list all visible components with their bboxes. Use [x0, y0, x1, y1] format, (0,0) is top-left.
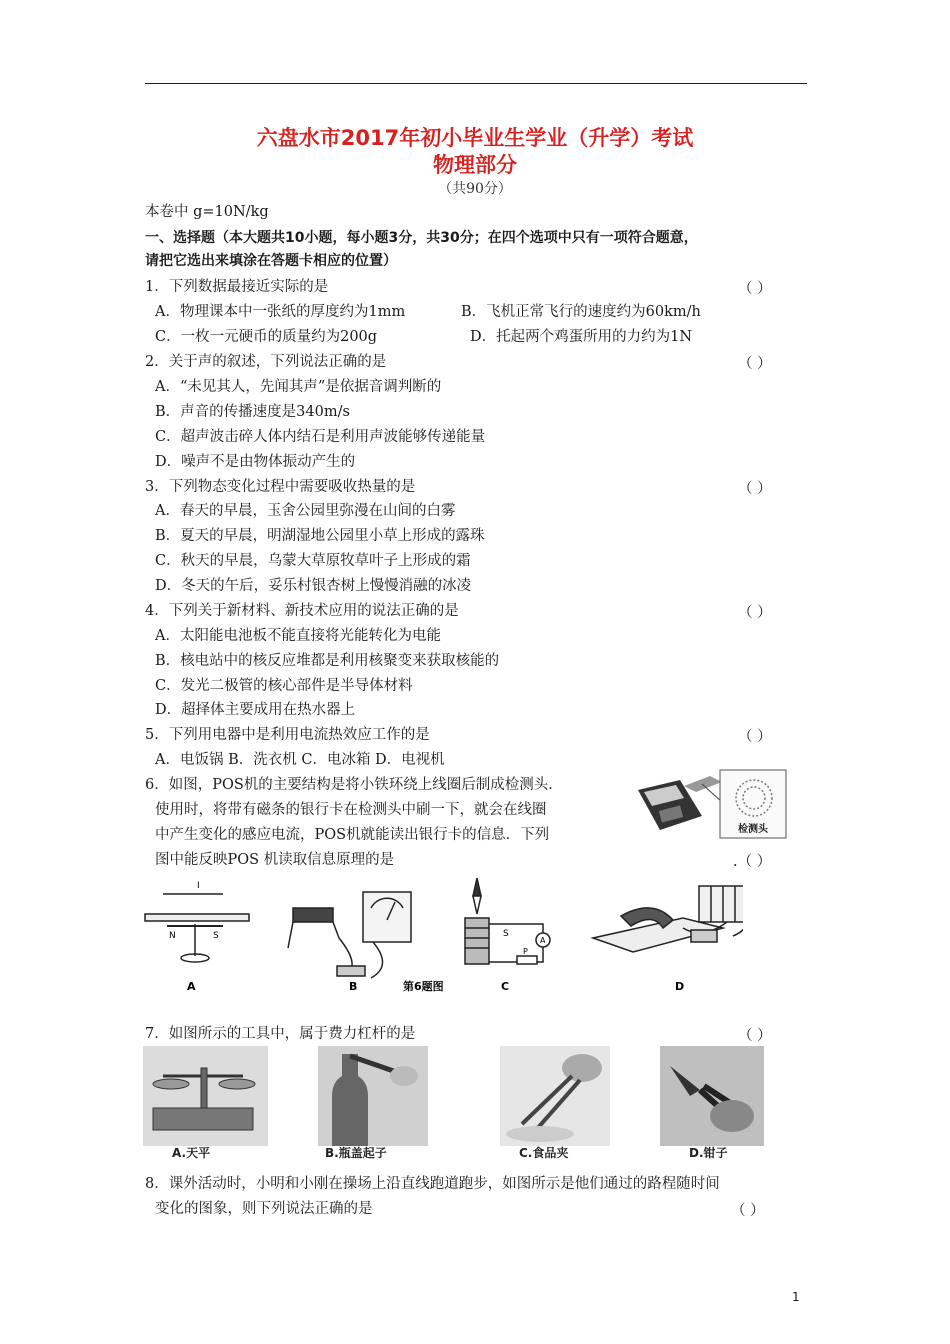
- question-1-stem: 1．下列数据最接近实际的是: [145, 279, 329, 295]
- pos-detector-label: 检测头: [738, 824, 768, 835]
- answer-bracket: .（ ）: [733, 854, 772, 870]
- figure-6-caption: 第6题图: [403, 980, 444, 993]
- q3-option-a: A．春天的早晨，玉舍公园里弥漫在山间的白雾: [155, 503, 456, 519]
- q4-option-a: A．太阳能电池板不能直接将光能转化为电能: [155, 628, 441, 644]
- answer-bracket: （ ）: [738, 281, 772, 297]
- q4-option-d: D．超择体主要成用在热水器上: [155, 702, 356, 718]
- q1-option-c: C．一枚一元硬币的质量约为200g: [155, 329, 378, 345]
- q3-option-b: B．夏天的早晨，明湖湿地公园里小草上形成的露珠: [155, 528, 485, 544]
- q1-option-a: A．物理课本中一张纸的厚度约为1mm: [155, 304, 406, 320]
- pliers-image: [660, 1046, 764, 1146]
- figure-6-label-d: D: [675, 980, 685, 993]
- answer-bracket: （ ）: [738, 481, 772, 497]
- q7-label-c: C.食品夹: [519, 1146, 569, 1160]
- question-6-figure: [143, 868, 743, 998]
- answer-bracket: （ ）: [738, 729, 772, 745]
- q7-label-a: A.天平: [172, 1146, 211, 1160]
- question-5-stem: 5．下列用电器中是利用电流热效应工作的是: [145, 727, 430, 743]
- q2-option-c: C．超声波击碎人体内结石是利用声波能够传递能量: [155, 429, 486, 445]
- exam-title: 六盘水市2017年初小毕业生学业（升学）考试: [256, 126, 694, 150]
- q3-option-c: C．秋天的早晨，乌蒙大草原牧草叶子上形成的霜: [155, 553, 471, 569]
- question-6-line-4: 图中能反映POS 机读取信息原理的是: [155, 852, 395, 868]
- figure-6a-wire-compass: [145, 894, 249, 962]
- q3-option-d: D．冬天的午后，妥乐村银杏树上慢慢消融的冰凌: [155, 578, 472, 594]
- food-tongs-image: [500, 1046, 610, 1146]
- question-4-stem: 4．下列关于新材料、新技术应用的说法正确的是: [145, 603, 459, 619]
- q4-option-b: B．核电站中的核反应堆都是利用核聚变来获取核能的: [155, 653, 500, 669]
- figure-6-label-a: A: [187, 980, 196, 993]
- page-number: 1: [792, 1290, 800, 1304]
- figure-6c-electromagnet: [465, 878, 550, 964]
- q7-label-d: D.钳子: [689, 1146, 728, 1160]
- question-6-line-1: 6．如图，POS机的主要结构是将小铁环绕上线圈后制成检测头．: [145, 777, 563, 793]
- figure-6b-coil-ammeter: [288, 892, 411, 978]
- q5-options: A．电饭锅 B．洗衣机 C．电冰箱 D．电视机: [155, 752, 445, 768]
- question-6-line-2: 使用时，将带有磁条的银行卡在检测头中刷一下，就会在线圈: [155, 802, 547, 818]
- section-heading: 一、选择题（本大题共10小题，每小题3分，共30分；在四个选项中只有一项符合题意，: [145, 230, 698, 246]
- figure-mark-s: S: [213, 931, 219, 941]
- question-8-line-2: 变化的图象，则下列说法正确的是: [155, 1201, 373, 1217]
- figure-6d-motor: [593, 886, 743, 952]
- figure-mark-n: N: [169, 931, 176, 941]
- q1-option-d: D．托起两个鸡蛋所用的力约为1N: [470, 329, 693, 345]
- q2-option-b: B．声音的传播速度是340m/s: [155, 404, 350, 420]
- answer-bracket: （ ）: [738, 605, 772, 621]
- question-6-line-3: 中产生变化的感应电流，POS机就能读出银行卡的信息．下列: [155, 827, 550, 843]
- top-rule: [145, 83, 807, 84]
- q2-option-d: D．噪声不是由物体振动产生的: [155, 454, 356, 470]
- answer-bracket: （ ）: [738, 1028, 772, 1044]
- answer-bracket: （ ）: [731, 1203, 765, 1219]
- figure-mark-i: I: [197, 881, 200, 891]
- figure-6-label-c: C: [501, 980, 510, 993]
- q1-option-b: B．飞机正常飞行的速度约为60km/h: [461, 304, 701, 320]
- question-3-stem: 3．下列物态变化过程中需要吸收热量的是: [145, 479, 416, 495]
- gravity-note: 本卷中 g=10N/kg: [145, 204, 269, 220]
- bottle-opener-image: [318, 1046, 428, 1146]
- q4-option-c: C．发光二极管的核心部件是半导体材料: [155, 678, 413, 694]
- balance-scale-image: [143, 1046, 268, 1146]
- question-8-line-1: 8．课外活动时，小明和小刚在操场上沿直线跑道跑步，如图所示是他们通过的路程随时间: [145, 1176, 720, 1192]
- figure-mark-c-p: P: [523, 947, 528, 956]
- question-2-stem: 2．关于声的叙述，下列说法正确的是: [145, 354, 387, 370]
- exam-subtitle: 物理部分: [433, 153, 517, 177]
- figure-mark-c-s: S: [503, 929, 509, 939]
- figure-mark-c-a: A: [540, 936, 546, 945]
- q7-label-b: B.瓶盖起子: [325, 1146, 387, 1160]
- q2-option-a: A．“未见其人，先闻其声”是依据音调判断的: [155, 379, 442, 395]
- exam-score: （共90分）: [438, 181, 512, 197]
- pos-machine-figure: [630, 768, 788, 840]
- question-7-stem: 7．如图所示的工具中，属于费力杠杆的是: [145, 1026, 416, 1042]
- figure-6-label-b: B: [349, 980, 358, 993]
- answer-bracket: （ ）: [738, 356, 772, 372]
- section-heading-cont: 请把它选出来填涂在答题卡相应的位置）: [145, 253, 397, 269]
